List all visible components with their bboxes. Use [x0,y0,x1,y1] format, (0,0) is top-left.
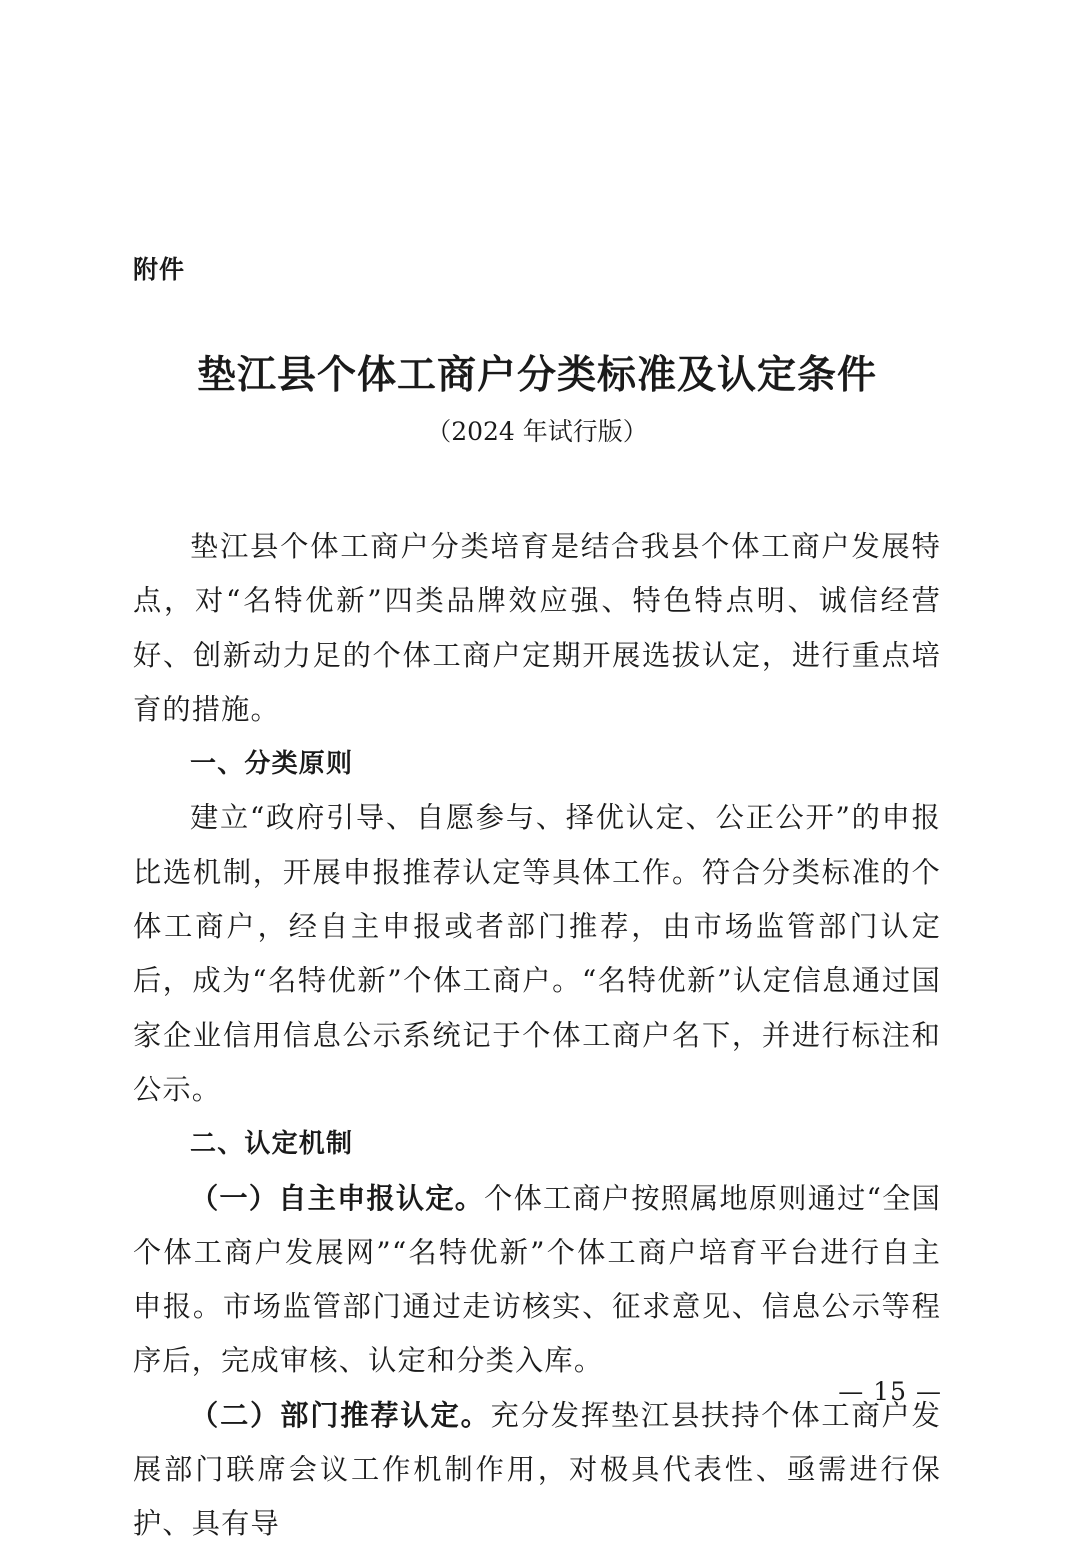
section-heading-principles: 一、分类原则 [190,749,354,780]
principles-paragraph: 建立“政府引导、自愿参与、择优认定、公正公开”的申报比选机制，开展申报推荐认定等具体工作。符合分类标准的个体工商户，经自主申报或者部门推荐，由市场监管部门认定后，成为“名特优新”个体工商户。“名特优新”认定信息通过国家企业信用信息公示系统记于个体工商户名下，并进行标注和公示。 [133,801,941,1106]
document-subtitle: （2024 年试行版） [426,417,648,446]
item-text-department-recommendation: 充分发挥垫江县扶持个体工商户发展部门联席会议工作机制作用，对极具代表性、亟需进行保护、具有导 [133,1398,941,1541]
section-heading-mechanism: 二、认定机制 [190,1129,354,1160]
item-lead-self-application: （一）自主申报认定。 [190,1181,485,1215]
mechanism-item-self-application [133,1172,941,1389]
intro-paragraph: 垫江县个体工商户分类培育是结合我县个体工商户发展特点，对“名特优新”四类品牌效应强、特色特点明、诚信经营好、创新动力足的个体工商户定期开展选拔认定，进行重点培育的措施。 [133,530,941,726]
mechanism-item-department-recommendation [133,1389,941,1552]
document-body [133,520,941,1552]
document-title: 垫江县个体工商户分类标准及认定条件 [196,352,877,398]
item-lead-department-recommendation: （二）部门推荐认定。 [190,1398,491,1432]
attachment-label: 附件 [133,255,186,284]
item-text-self-application: 个体工商户按照属地原则通过“全国个体工商户发展网”“名特优新”个体工商户培育平台进行自主申报。市场监管部门通过走访核实、征求意见、信息公示等程序后，完成审核、认定和分类入库。 [133,1181,941,1378]
page-number: — 15 — [838,1377,942,1406]
